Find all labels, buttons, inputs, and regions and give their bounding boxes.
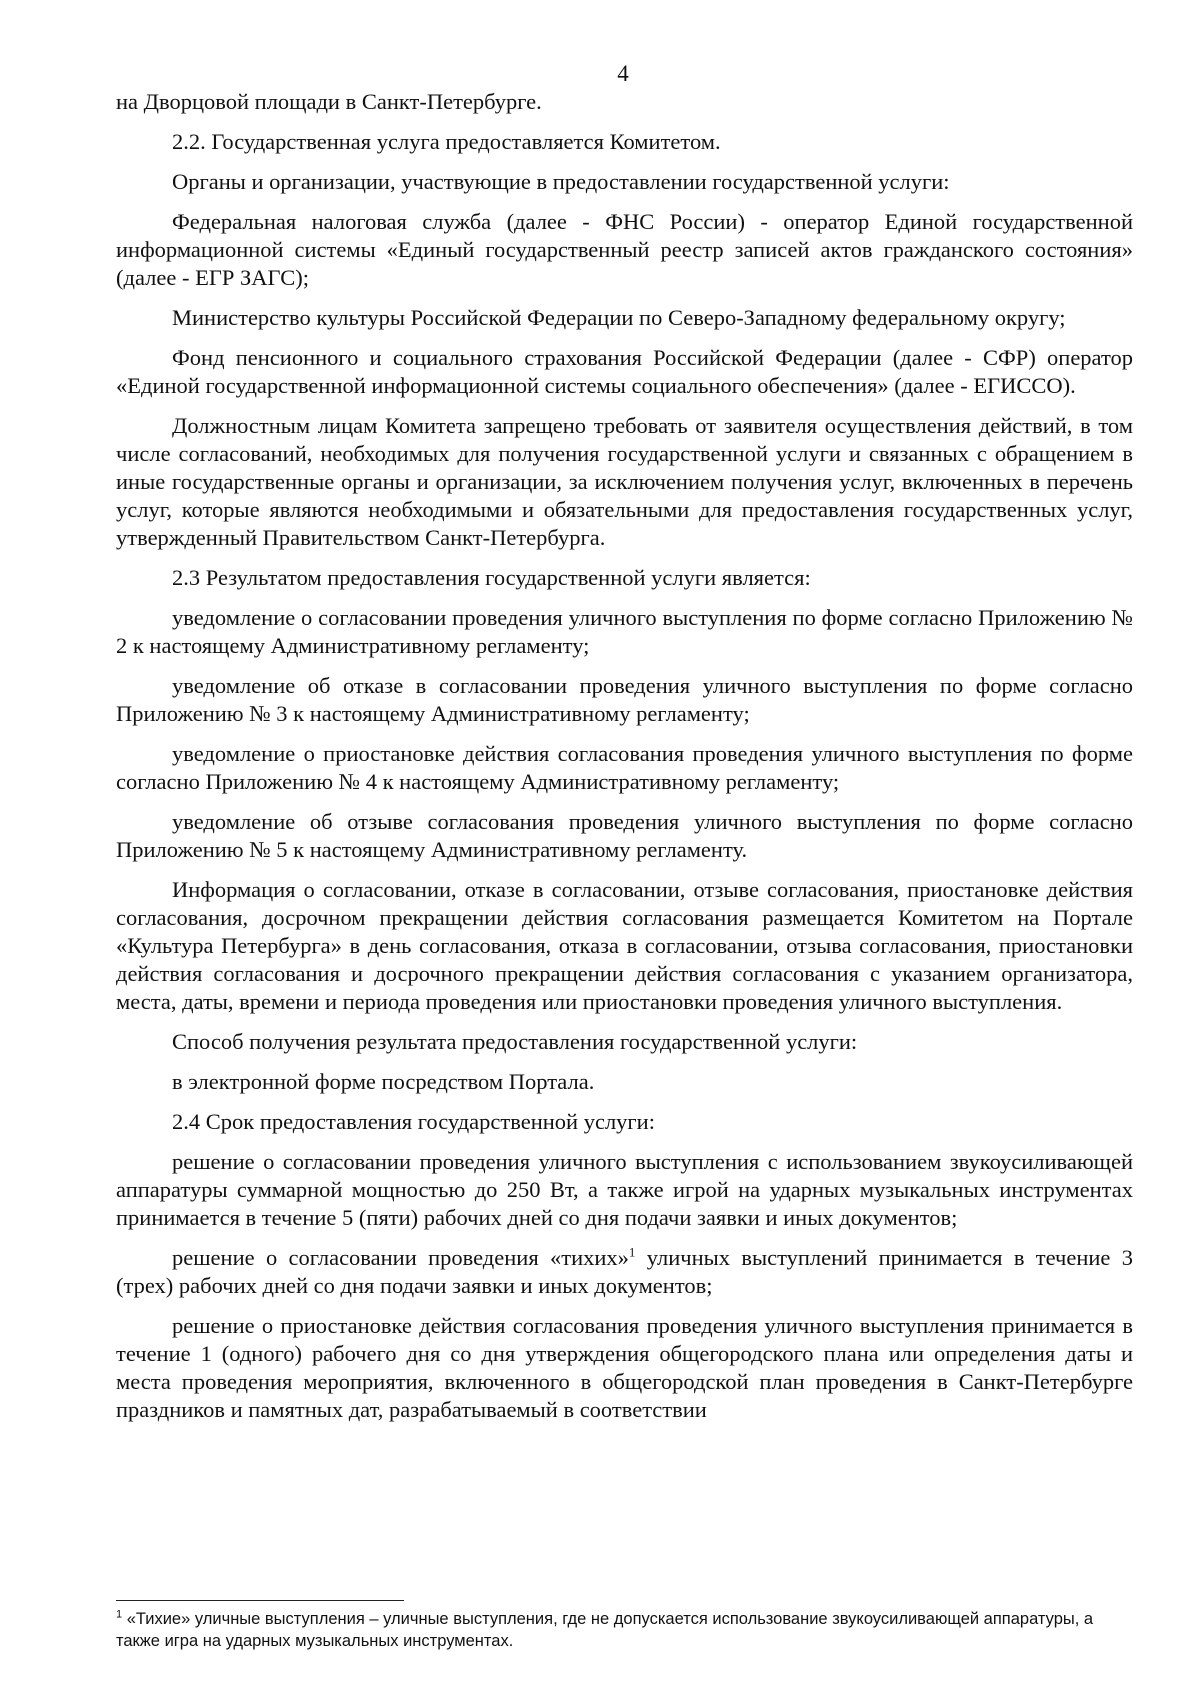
term-quiet-performance [116, 1244, 1133, 1300]
quiet-text-after: уличных выступлений принимается в течение 3 (трех) рабочих дней со дня подачи заявки и иных документов; [116, 1245, 1133, 1298]
footnote-reference[interactable]: 1 [628, 1244, 636, 1260]
footnote [116, 1608, 1116, 1652]
section-2-4: 2.4 Срок предоставления государственной услуги: [172, 1109, 655, 1134]
paragraph-continuation: на Дворцовой площади в Санкт-Петербурге. [116, 89, 542, 114]
participating-bodies-heading: Органы и организации, участвующие в предоставлении государственной услуги: [172, 169, 950, 194]
participant-sfr: Фонд пенсионного и социального страхования Российской Федерации (далее - СФР) оператор «Единой государственной информационной системы социального обеспечения» (далее - ЕГИССО). [116, 345, 1133, 398]
information-publication: Информация о согласовании, отказе в согласовании, отзыве согласования, приостановке действия согласования, досрочном прекращении действия согласования размещается Комитетом на Портале «Культура Петербурга» в день согласования, отказа в согласовании, отзыва согласования, приостановки действия согласования и досрочного прекращении действия согласования с указанием организатора, места, даты, времени и периода проведения или приостановки проведения уличного выступления. [116, 877, 1133, 1014]
quiet-text-before: решение о согласовании проведения «тихих» [172, 1245, 629, 1270]
section-2-3: 2.3 Результатом предоставления государственной услуги является: [172, 565, 811, 590]
footnote-marker: 1 [116, 1608, 123, 1621]
participant-fns: Федеральная налоговая служба (далее - ФНС России) - оператор Единой государственной информационной системы «Единый государственный реестр записей актов гражданского состояния» (далее - ЕГР ЗАГС); [116, 209, 1133, 290]
participant-ministry: Министерство культуры Российской Федерации по Северо-Западному федеральному округу; [172, 305, 1066, 330]
section-2-2: 2.2. Государственная услуга предоставляется Комитетом. [172, 129, 721, 154]
document-body [116, 88, 1133, 1436]
result-delivery-method: Способ получения результата предоставления государственной услуги: [172, 1029, 858, 1054]
electronic-form: в электронной форме посредством Портала. [172, 1069, 595, 1094]
footnote-text: «Тихие» уличные выступления – уличные выступления, где не допускается использование звукоусиливающей аппаратуры, а также игра на ударных музыкальных инструментах. [116, 1610, 1094, 1650]
prohibition-paragraph: Должностным лицам Комитета запрещено требовать от заявителя осуществления действий, в том числе согласований, необходимых для получения государственной услуги и связанных с обращением в иные государственные органы и организации, за исключением получения услуг, включенных в перечень услуг, которые являются необходимыми и обязательными для предоставления государственных услуг, утвержденный Правительством Санкт-Петербурга. [116, 413, 1133, 550]
result-refusal-notice: уведомление об отказе в согласовании проведения уличного выступления по форме согласно Приложению № 3 к настоящему Административному регламенту; [116, 673, 1133, 726]
term-amplified-performance: решение о согласовании проведения уличного выступления с использованием звукоусиливающей аппаратуры суммарной мощностью до 250 Вт, а также игрой на ударных музыкальных инструментах принимается в течение 5 (пяти) рабочих дней со дня подачи заявки и иных документов; [116, 1149, 1133, 1230]
page-number: 4 [617, 61, 629, 86]
footnote-separator [116, 1600, 404, 1601]
result-approval-notice: уведомление о согласовании проведения уличного выступления по форме согласно Приложению № 2 к настоящему Административному регламенту; [116, 605, 1133, 658]
result-suspension-notice: уведомление о приостановке действия согласования проведения уличного выступления по форме согласно Приложению № 4 к настоящему Административному регламенту; [116, 741, 1133, 794]
term-suspension: решение о приостановке действия согласования проведения уличного выступления принимается в течение 1 (одного) рабочего дня со дня утверждения общегородского плана или определения даты и места проведения мероприятия, включенного в общегородской план проведения в Санкт-Петербурге праздников и памятных дат, разрабатываемый в соответствии [116, 1313, 1133, 1422]
result-withdrawal-notice: уведомление об отзыве согласования проведения уличного выступления по форме согласно Приложению № 5 к настоящему Административному регламенту. [116, 809, 1133, 862]
